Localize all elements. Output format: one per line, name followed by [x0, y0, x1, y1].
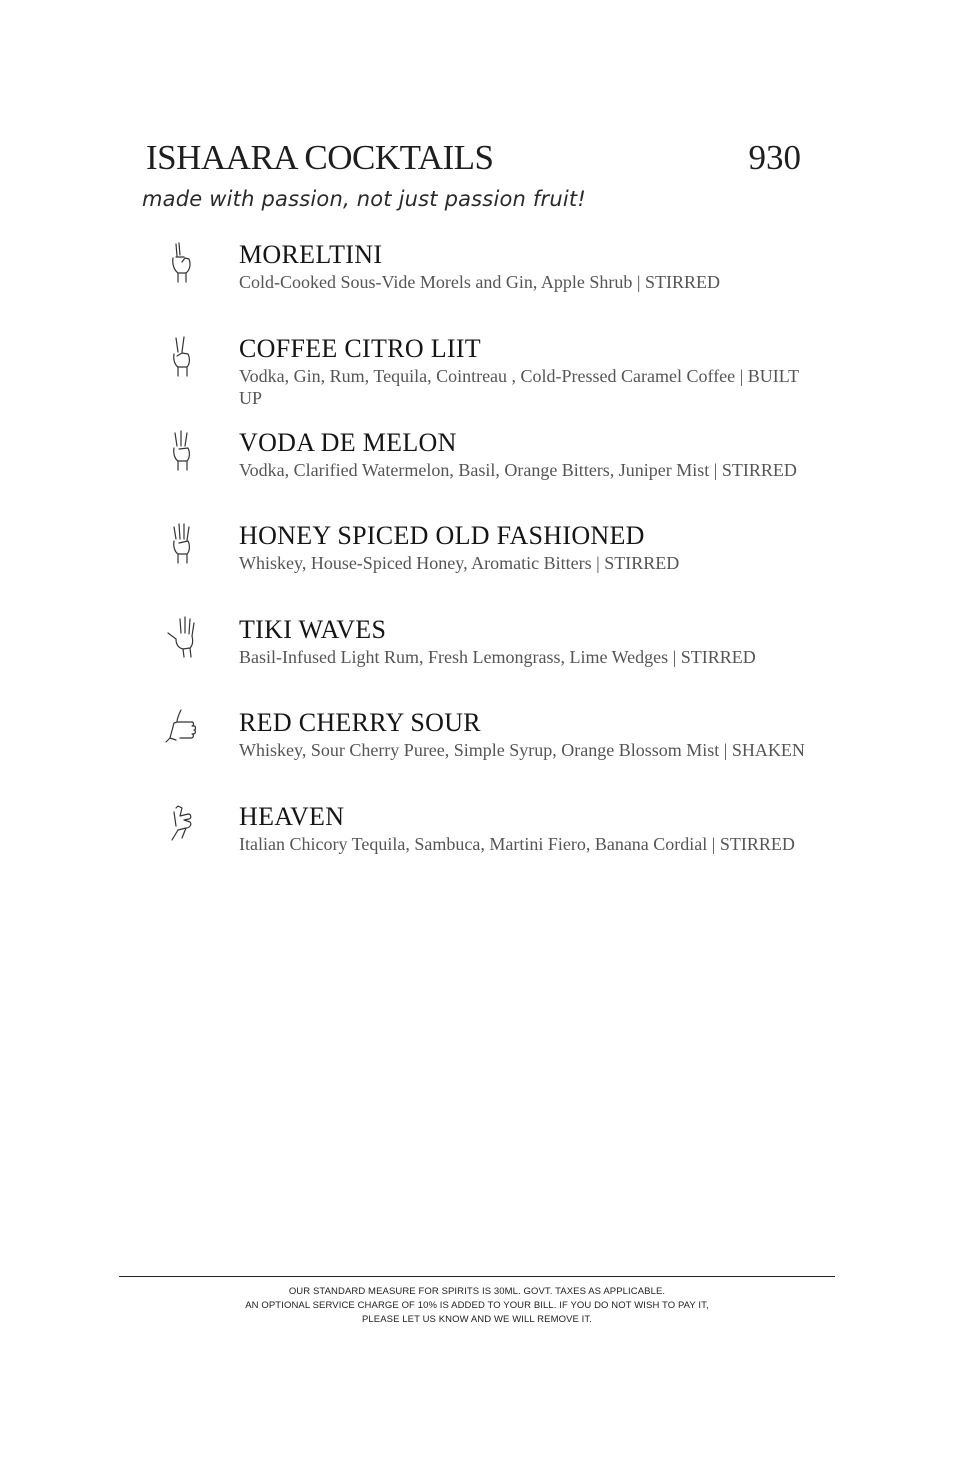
- menu-header: [146, 138, 801, 182]
- hand-three-fingers-icon: [164, 428, 200, 472]
- footer-divider: [119, 1276, 835, 1277]
- hand-four-fingers-icon: [164, 521, 200, 565]
- tagline: made with passion, not just passion fruit!: [142, 187, 586, 211]
- item-description: Whiskey, House-Spiced Honey, Aromatic Bitters | STIRRED: [239, 553, 680, 573]
- item-description: Basil-Infused Light Rum, Fresh Lemongrass, Lime Wedges | STIRRED: [239, 647, 756, 667]
- footer-line: AN OPTIONAL SERVICE CHARGE OF 10% IS ADDED TO YOUR BILL. IF YOU DO NOT WISH TO PAY IT,: [245, 1300, 709, 1311]
- menu-item: [0, 708, 954, 798]
- menu-item: [0, 334, 954, 424]
- item-description: Cold-Cooked Sous-Vide Morels and Gin, Apple Shrub | STIRRED: [239, 272, 721, 292]
- menu-item: [0, 428, 954, 518]
- item-name: COFFEE CITRO LIIT: [239, 334, 481, 363]
- item-name: VODA DE MELON: [239, 428, 457, 457]
- hand-gesture-icon: [164, 802, 200, 846]
- item-name: MORELTINI: [239, 240, 383, 269]
- menu-item: [0, 521, 954, 611]
- item-name: HONEY SPICED OLD FASHIONED: [239, 521, 645, 550]
- hand-thumbs-up-icon: [164, 708, 200, 752]
- section-price: 930: [748, 138, 801, 177]
- item-name: RED CHERRY SOUR: [239, 708, 481, 737]
- item-description: Vodka, Clarified Watermelon, Basil, Orange Bitters, Juniper Mist | STIRRED: [239, 460, 797, 480]
- item-description: Vodka, Gin, Rum, Tequila, Cointreau , Cold-Pressed Caramel Coffee | BUILT UP: [239, 366, 799, 408]
- menu-item: [0, 240, 954, 330]
- item-name: HEAVEN: [239, 802, 345, 831]
- item-description: Whiskey, Sour Cherry Puree, Simple Syrup, Orange Blossom Mist | SHAKEN: [239, 740, 805, 760]
- menu-item: [0, 802, 954, 892]
- hand-crossed-fingers-icon: [164, 240, 200, 284]
- hand-open-palm-icon: [164, 615, 200, 659]
- item-name: TIKI WAVES: [239, 615, 387, 644]
- menu-item: [0, 615, 954, 705]
- footer-disclaimer: [119, 1285, 835, 1327]
- footer-line: PLEASE LET US KNOW AND WE WILL REMOVE IT.: [361, 1314, 593, 1325]
- footer-line: OUR STANDARD MEASURE FOR SPIRITS IS 30ML. GOVT. TAXES AS APPLICABLE.: [288, 1286, 666, 1297]
- hand-two-fingers-icon: [164, 334, 200, 378]
- item-description: Italian Chicory Tequila, Sambuca, Martini Fiero, Banana Cordial | STIRRED: [239, 834, 795, 854]
- page-title: ISHAARA COCKTAILS: [146, 138, 494, 177]
